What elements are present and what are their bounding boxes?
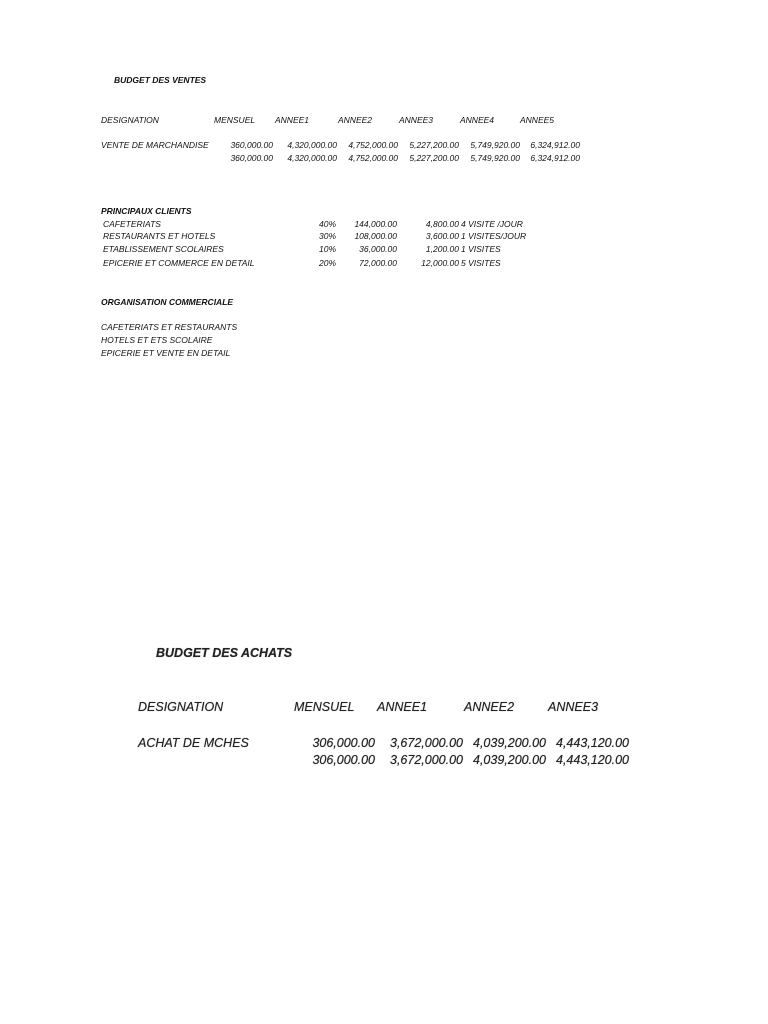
achats-row-annee1: 3,672,000.00 <box>390 736 463 750</box>
organisation-title: ORGANISATION COMMERCIALE <box>101 297 234 307</box>
client-name: ETABLISSEMENT SCOLAIRES <box>103 244 224 254</box>
ventes-total-annee3: 5,227,200.00 <box>409 153 459 163</box>
ventes-header-designation: DESIGNATION <box>101 115 159 125</box>
achats-title: BUDGET DES ACHATS <box>156 646 293 660</box>
achats-header-annee1: ANNEE1 <box>377 700 428 714</box>
ventes-header-annee4: ANNEE4 <box>460 115 495 125</box>
client-pct: 10% <box>319 244 337 254</box>
achats-header-annee2: ANNEE2 <box>464 700 515 714</box>
achats-total-annee2: 4,039,200.00 <box>473 753 546 767</box>
client-amount: 72,000.00 <box>359 258 397 268</box>
ventes-total-annee2: 4,752,000.00 <box>348 153 398 163</box>
organisation-item: CAFETERIATS ET RESTAURANTS <box>101 322 238 332</box>
ventes-row-annee1: 4,320,000.00 <box>287 140 337 150</box>
achats-header-designation: DESIGNATION <box>138 700 224 714</box>
client-name: CAFETERIATS <box>103 219 161 229</box>
client-amount: 108,000.00 <box>354 231 397 241</box>
achats-row-annee2: 4,039,200.00 <box>473 736 546 750</box>
ventes-total-annee5: 6,324,912.00 <box>530 153 580 163</box>
ventes-header-annee3: ANNEE3 <box>399 115 434 125</box>
ventes-row-annee4: 5,749,920.00 <box>470 140 520 150</box>
client-pct: 40% <box>319 219 337 229</box>
achats-header-annee3: ANNEE3 <box>548 700 599 714</box>
achats-row-annee3: 4,443,120.00 <box>556 736 629 750</box>
ventes-row-mensuel: 360,000.00 <box>230 140 273 150</box>
achats-total-annee1: 3,672,000.00 <box>390 753 463 767</box>
achats-row-label: ACHAT DE MCHES <box>138 736 249 750</box>
client-pct: 30% <box>319 231 337 241</box>
achats-header-mensuel: MENSUEL <box>294 700 355 714</box>
client-per-visit: 3,600.00 <box>425 231 459 241</box>
ventes-header-annee5: ANNEE5 <box>520 115 555 125</box>
client-name: RESTAURANTS ET HOTELS <box>103 231 216 241</box>
achats-total-annee3: 4,443,120.00 <box>556 753 629 767</box>
ventes-row-annee3: 5,227,200.00 <box>409 140 459 150</box>
organisation-item: EPICERIE ET VENTE EN DETAIL <box>101 348 231 358</box>
client-per-visit: 4,800.00 <box>425 219 459 229</box>
client-amount: 36,000.00 <box>359 244 397 254</box>
ventes-header-annee2: ANNEE2 <box>338 115 373 125</box>
ventes-header-mensuel: MENSUEL <box>214 115 256 125</box>
client-per-visit: 1,200.00 <box>425 244 459 254</box>
clients-title: PRINCIPAUX CLIENTS <box>101 206 192 216</box>
ventes-total-mensuel: 360,000.00 <box>230 153 273 163</box>
client-amount: 144,000.00 <box>354 219 397 229</box>
ventes-row-label: VENTE DE MARCHANDISE <box>101 140 209 150</box>
client-visits: 4 VISITE /JOUR <box>461 219 523 229</box>
client-visits: 1 VISITES/JOUR <box>461 231 527 241</box>
client-visits: 1 VISITES <box>461 244 501 254</box>
ventes-header-annee1: ANNEE1 <box>275 115 310 125</box>
organisation-item: HOTELS ET ETS SCOLAIRE <box>101 335 213 345</box>
client-per-visit: 12,000.00 <box>421 258 459 268</box>
achats-total-mensuel: 306,000.00 <box>312 753 375 767</box>
ventes-total-annee1: 4,320,000.00 <box>287 153 337 163</box>
achats-row-mensuel: 306,000.00 <box>312 736 375 750</box>
client-name: EPICERIE ET COMMERCE EN DETAIL <box>103 258 255 268</box>
client-visits: 5 VISITES <box>461 258 501 268</box>
ventes-row-annee2: 4,752,000.00 <box>348 140 398 150</box>
client-pct: 20% <box>319 258 337 268</box>
ventes-row-annee5: 6,324,912.00 <box>530 140 580 150</box>
ventes-title: BUDGET DES VENTES <box>114 75 207 85</box>
ventes-total-annee4: 5,749,920.00 <box>470 153 520 163</box>
